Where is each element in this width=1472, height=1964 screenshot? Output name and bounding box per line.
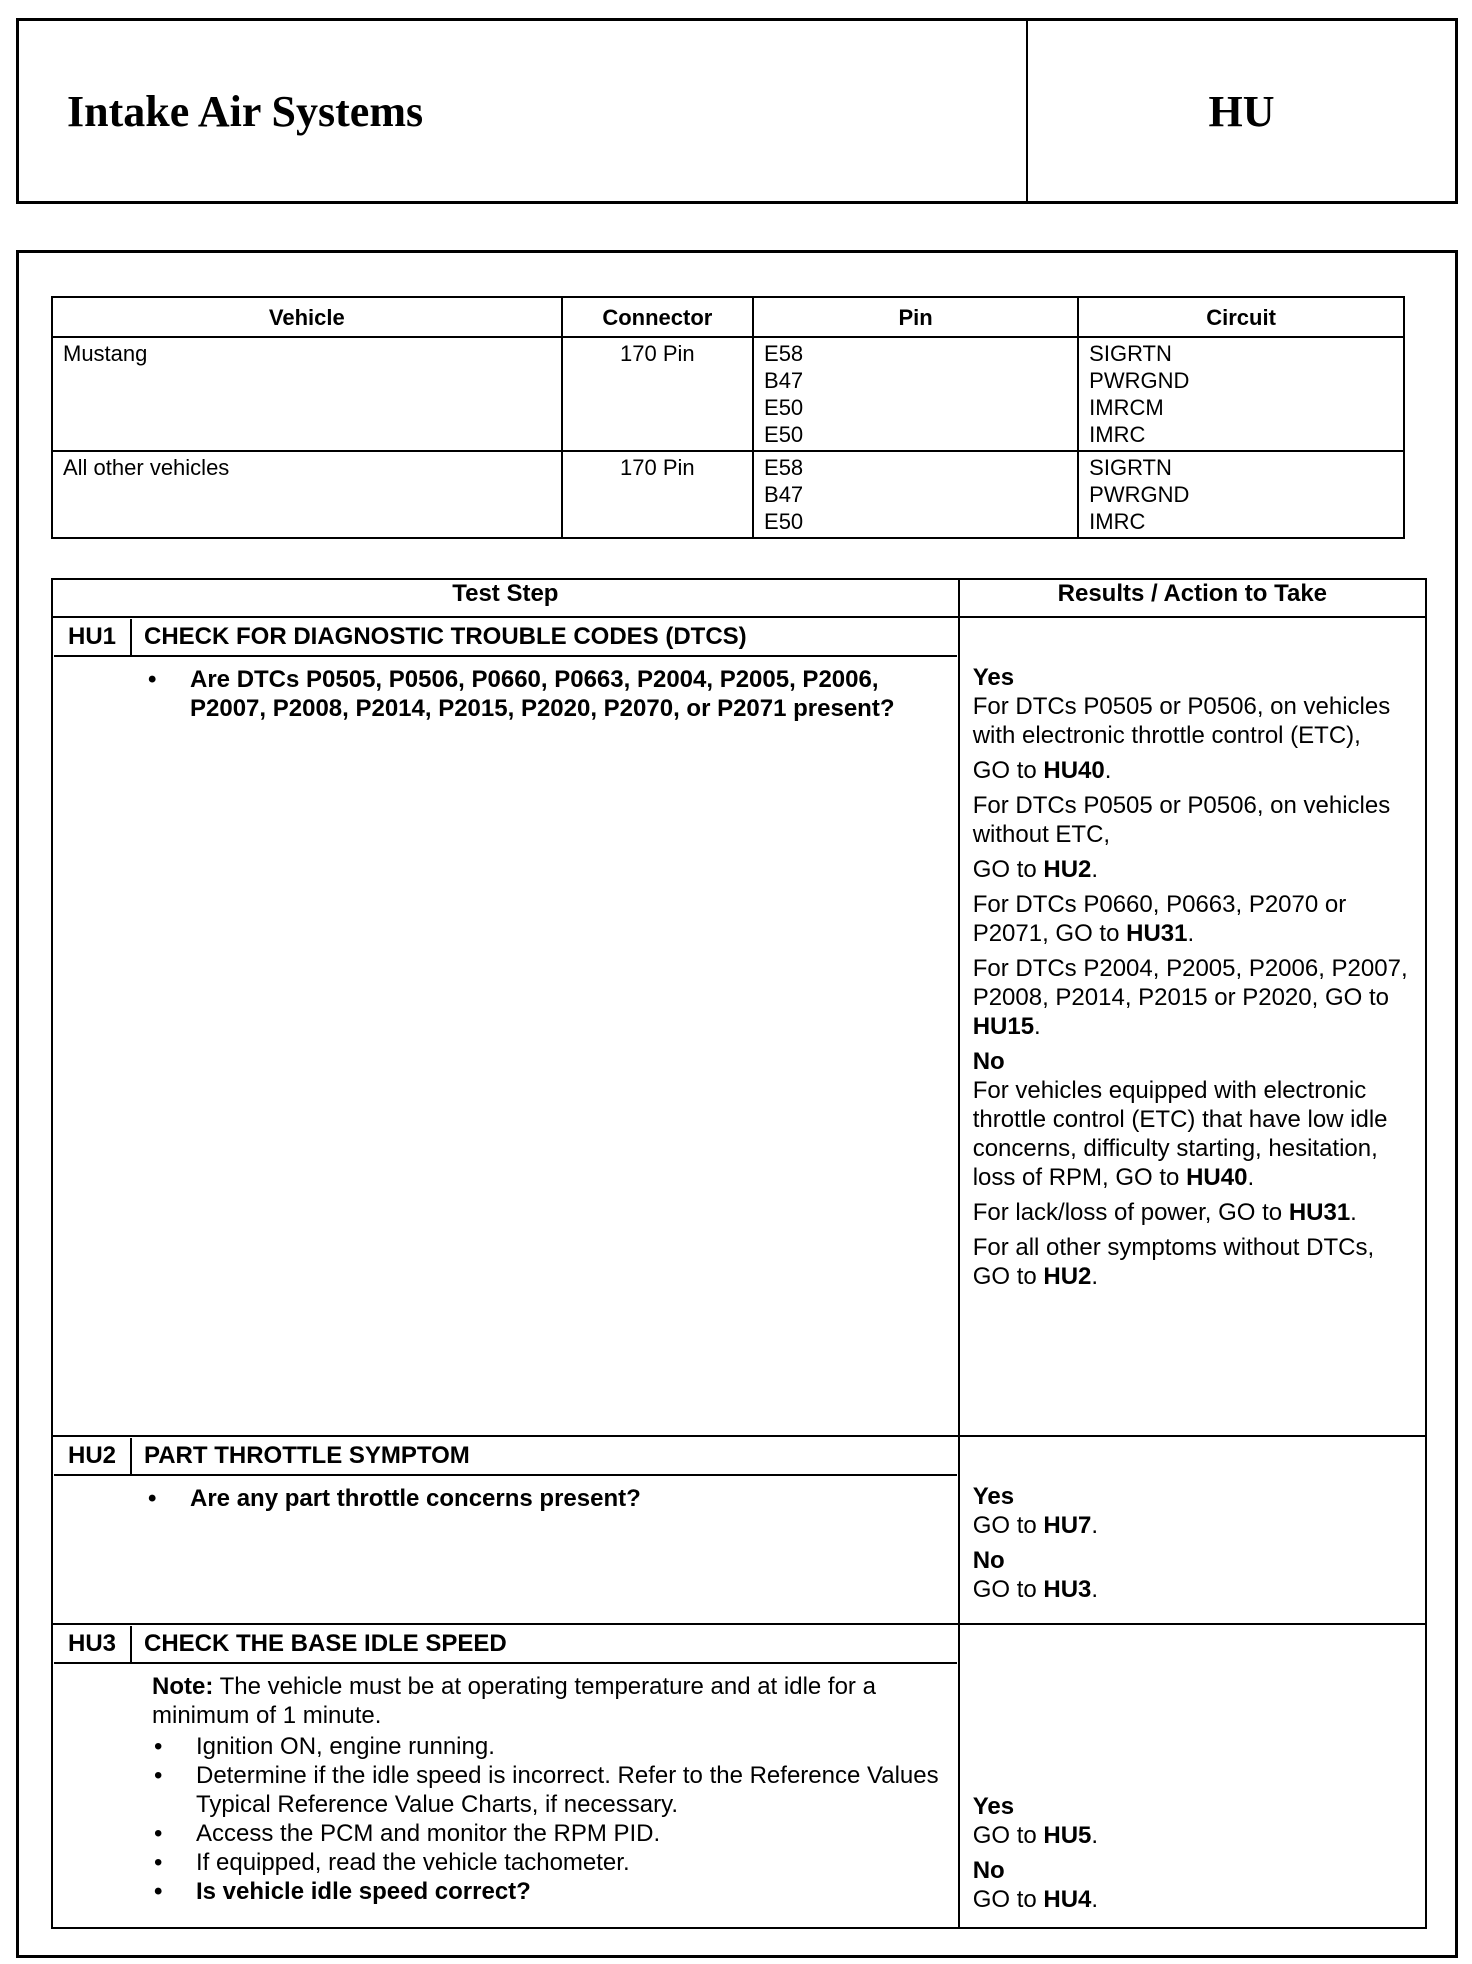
step-body bbox=[54, 657, 957, 729]
step-instruction bbox=[152, 1732, 951, 1761]
goto-link[interactable]: HU15 bbox=[972, 1013, 1035, 1040]
goto-link[interactable]: HU4 bbox=[1043, 1886, 1092, 1913]
note-text: The vehicle must be at operating temperature and at idle for a minimum of 1 minute. bbox=[152, 1673, 876, 1729]
step-question bbox=[146, 665, 951, 723]
page-header bbox=[16, 18, 1458, 204]
bullet-icon: • bbox=[148, 1485, 157, 1512]
step-body bbox=[54, 1664, 957, 1912]
result-text: GO to bbox=[972, 1512, 1044, 1539]
result-text: For lack/loss of power, GO to bbox=[972, 1199, 1289, 1226]
result-body: Yes GO to HU5. No GO to HU4. bbox=[961, 1626, 1424, 1926]
goto-link[interactable]: HU40 bbox=[1186, 1164, 1248, 1191]
bullet-icon: • bbox=[154, 1733, 163, 1760]
circuit-value: IMRCM bbox=[1089, 395, 1164, 420]
table-row bbox=[52, 451, 1404, 538]
bullet-icon: • bbox=[154, 1820, 163, 1847]
result-text: For DTCs P0660, P0663, P2070 or P2071, GO to bbox=[972, 891, 1347, 947]
table-row bbox=[52, 337, 1404, 451]
result-cell bbox=[959, 1624, 1426, 1928]
question-text: Is vehicle idle speed correct? bbox=[196, 1878, 531, 1905]
instruction-text: If equipped, read the vehicle tachometer. bbox=[196, 1849, 630, 1876]
step-note bbox=[152, 1672, 951, 1730]
yes-label: Yes bbox=[972, 664, 1015, 691]
col-test-step: Test Step bbox=[52, 579, 959, 617]
pin-value: E50 bbox=[764, 422, 804, 447]
goto-link[interactable]: HU2 bbox=[1043, 856, 1092, 883]
result-text: For DTCs P0505 or P0506, on vehicles with electronic throttle control (ETC), bbox=[972, 693, 1391, 749]
result-cell bbox=[959, 1436, 1426, 1624]
no-label: No bbox=[972, 1857, 1005, 1884]
section-title: Intake Air Systems bbox=[19, 21, 1028, 201]
vehicle-cell: All other vehicles bbox=[52, 451, 562, 538]
col-vehicle: Vehicle bbox=[52, 297, 562, 337]
step-id: HU1 bbox=[54, 619, 132, 655]
result-text: For all other symptoms without DTCs, GO to bbox=[972, 1234, 1375, 1290]
circuit-cell bbox=[1078, 337, 1404, 451]
goto-link[interactable]: HU7 bbox=[1043, 1512, 1092, 1539]
pin-value: E50 bbox=[764, 395, 804, 420]
question-text: Are DTCs P0505, P0506, P0660, P0663, P2004, P2005, P2006, P2007, P2008, P2014, P2015, P2020, P2070, or P2071 present? bbox=[190, 666, 895, 722]
result-text: GO to bbox=[972, 1822, 1044, 1849]
goto-link[interactable]: HU31 bbox=[1288, 1199, 1351, 1226]
step-instruction bbox=[152, 1761, 951, 1819]
col-connector: Connector bbox=[562, 297, 753, 337]
instruction-text: Access the PCM and monitor the RPM PID. bbox=[196, 1820, 661, 1847]
pin-value: B47 bbox=[764, 368, 804, 393]
goto-link[interactable]: HU5 bbox=[1043, 1822, 1092, 1849]
connector-cell: 170 Pin bbox=[562, 337, 753, 451]
pin-cell bbox=[753, 451, 1078, 538]
step-instruction bbox=[152, 1848, 951, 1877]
goto-link[interactable]: HU40 bbox=[1043, 757, 1105, 784]
circuit-value: PWRGND bbox=[1089, 482, 1190, 507]
instruction-text: Ignition ON, engine running. bbox=[196, 1733, 495, 1760]
col-circuit: Circuit bbox=[1078, 297, 1404, 337]
col-pin: Pin bbox=[753, 297, 1078, 337]
result-text: GO to bbox=[972, 856, 1044, 883]
circuit-value: IMRC bbox=[1089, 509, 1146, 534]
note-label: Note: bbox=[152, 1673, 214, 1700]
step-title: CHECK FOR DIAGNOSTIC TROUBLE CODES (DTCS) bbox=[144, 623, 747, 650]
result-text: For vehicles equipped with electronic throttle control (ETC) that have low idle concerns, difficulty starting, hesitation, loss of RPM, GO to bbox=[972, 1077, 1388, 1191]
goto-link[interactable]: HU31 bbox=[1126, 920, 1188, 947]
result-text: GO to bbox=[972, 757, 1044, 784]
step-title: PART THROTTLE SYMPTOM bbox=[144, 1442, 470, 1469]
step-cell bbox=[52, 617, 959, 1436]
question-text: Are any part throttle concerns present? bbox=[190, 1485, 641, 1512]
pin-table bbox=[51, 296, 1405, 539]
step-cell bbox=[52, 1624, 959, 1928]
result-text: GO to bbox=[972, 1886, 1044, 1913]
step-header bbox=[54, 1626, 957, 1664]
section-code: HU bbox=[1208, 86, 1275, 136]
step-question bbox=[152, 1877, 951, 1906]
test-step-table bbox=[51, 578, 1427, 1929]
no-label: No bbox=[972, 1048, 1005, 1075]
step-header bbox=[54, 619, 957, 657]
step-question bbox=[146, 1484, 951, 1513]
test-step-hu2 bbox=[52, 1436, 1426, 1624]
result-cell bbox=[959, 617, 1426, 1436]
yes-label: Yes bbox=[972, 1793, 1015, 1820]
test-step-hu3 bbox=[52, 1624, 1426, 1928]
step-cell bbox=[52, 1436, 959, 1624]
step-body bbox=[54, 1476, 957, 1519]
step-id: HU3 bbox=[54, 1626, 132, 1662]
goto-link[interactable]: HU2 bbox=[1043, 1263, 1092, 1290]
goto-link[interactable]: HU3 bbox=[1043, 1576, 1092, 1603]
circuit-value: PWRGND bbox=[1089, 368, 1190, 393]
no-label: No bbox=[972, 1547, 1005, 1574]
instruction-text: Determine if the idle speed is incorrect. Refer to the Reference Values Typical Reference Value Charts, if necessary. bbox=[196, 1762, 939, 1818]
circuit-value: IMRC bbox=[1089, 422, 1146, 447]
pin-value: B47 bbox=[764, 482, 804, 507]
result-body: Yes GO to HU7. No GO to HU3. bbox=[961, 1438, 1424, 1616]
connector-cell: 170 Pin bbox=[562, 451, 753, 538]
step-title: CHECK THE BASE IDLE SPEED bbox=[144, 1630, 507, 1657]
vehicle-cell: Mustang bbox=[52, 337, 562, 451]
pin-value: E58 bbox=[764, 341, 804, 366]
result-text: For DTCs P2004, P2005, P2006, P2007, P2008, P2014, P2015 or P2020, GO to bbox=[972, 955, 1408, 1011]
pin-value: E58 bbox=[764, 455, 804, 480]
result-text: GO to bbox=[972, 1576, 1044, 1603]
col-results: Results / Action to Take bbox=[959, 579, 1426, 617]
step-header bbox=[54, 1438, 957, 1476]
circuit-value: SIGRTN bbox=[1089, 455, 1172, 480]
test-step-hu1 bbox=[52, 617, 1426, 1436]
bullet-icon: • bbox=[154, 1849, 163, 1876]
circuit-cell bbox=[1078, 451, 1404, 538]
pin-cell bbox=[753, 337, 1078, 451]
result-body: Yes For DTCs P0505 or P0506, on vehicles with electronic throttle control (ETC), GO to HU40. For DTCs P0505 or P0506, on vehicles without ETC, GO to HU2. For DTCs P0660, P0663, P2070 or P2071, GO to HU31. For DTCs P2004, P2005, P2006, P2007, P2008, P2014, P2015 or P2020, GO to HU15. No For vehicles equipped with electronic throttle control (ETC) that have low idle concerns, difficulty starting, hesitation, loss of RPM, GO to HU40. For lack/loss of power, GO to HU31. For all other symptoms without DTCs, GO to HU2. bbox=[961, 619, 1424, 1303]
circuit-value: SIGRTN bbox=[1089, 341, 1172, 366]
bullet-icon: • bbox=[148, 666, 157, 693]
result-text: For DTCs P0505 or P0506, on vehicles without ETC, bbox=[972, 792, 1391, 848]
pin-value: E50 bbox=[764, 509, 804, 534]
bullet-icon: • bbox=[154, 1762, 163, 1789]
step-instruction bbox=[152, 1819, 951, 1848]
bullet-icon: • bbox=[154, 1878, 163, 1905]
step-id: HU2 bbox=[54, 1438, 132, 1474]
yes-label: Yes bbox=[972, 1483, 1015, 1510]
